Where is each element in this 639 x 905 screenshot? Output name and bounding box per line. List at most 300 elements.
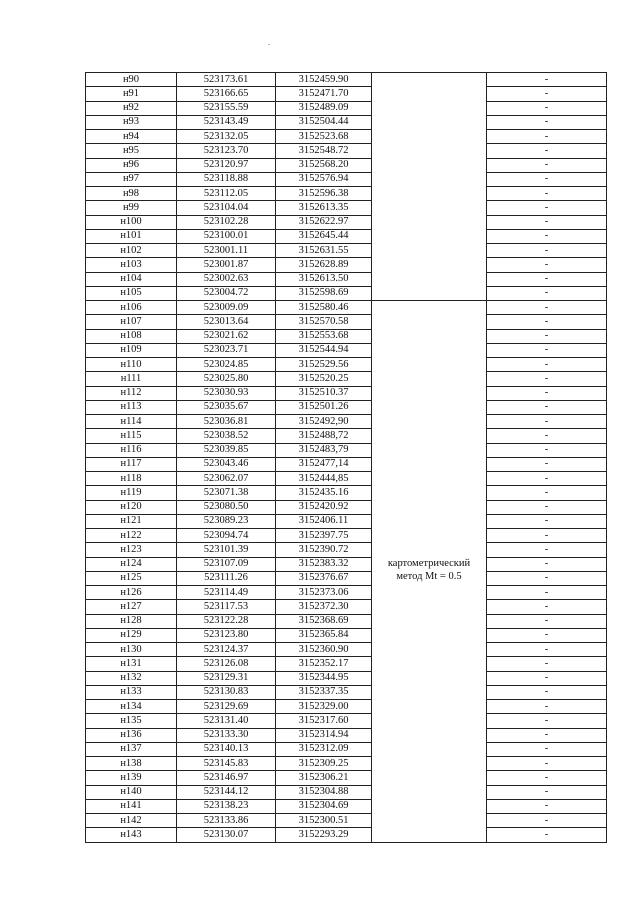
error-cell: - [487,700,607,714]
y-coordinate-cell: 3152317.60 [276,714,372,728]
error-cell: - [487,386,607,400]
x-coordinate-cell: 523062.07 [177,472,276,486]
point-number-cell: н114 [86,415,177,429]
y-coordinate-cell: 3152492,90 [276,415,372,429]
table-row [86,657,607,671]
y-coordinate-cell: 3152368.69 [276,614,372,628]
y-coordinate-cell: 3152598.69 [276,286,372,300]
y-coordinate-cell: 3152628.89 [276,258,372,272]
error-cell: - [487,529,607,543]
x-coordinate-cell: 523123.70 [177,144,276,158]
point-number-cell: н135 [86,714,177,728]
point-number-cell: н95 [86,144,177,158]
table-row [86,272,607,286]
method-cell [372,657,487,671]
y-coordinate-cell: 3152373.06 [276,586,372,600]
method-cell [372,700,487,714]
error-cell: - [487,472,607,486]
method-cell [372,614,487,628]
point-number-cell: н140 [86,785,177,799]
table-row [86,130,607,144]
point-number-cell: н109 [86,343,177,357]
error-cell: - [487,486,607,500]
point-number-cell: н96 [86,158,177,172]
error-cell: - [487,614,607,628]
y-coordinate-cell: 3152548.72 [276,144,372,158]
point-number-cell: н138 [86,757,177,771]
y-coordinate-cell: 3152435.16 [276,486,372,500]
y-coordinate-cell: 3152501.26 [276,400,372,414]
x-coordinate-cell: 523013.64 [177,315,276,329]
y-coordinate-cell: 3152309.25 [276,757,372,771]
method-cell [372,130,487,144]
y-coordinate-cell: 3152383.32 [276,557,372,571]
table-row [86,600,607,614]
method-cell [372,757,487,771]
y-coordinate-cell: 3152444,85 [276,472,372,486]
y-coordinate-cell: 3152300.51 [276,814,372,828]
x-coordinate-cell: 523035.67 [177,400,276,414]
x-coordinate-cell: 523094.74 [177,529,276,543]
x-coordinate-cell: 523114.49 [177,586,276,600]
error-cell: - [487,429,607,443]
table-row [86,358,607,372]
point-number-cell: н123 [86,543,177,557]
point-number-cell: н125 [86,571,177,585]
error-cell: - [487,600,607,614]
y-coordinate-cell: 3152523.68 [276,130,372,144]
method-cell [372,187,487,201]
x-coordinate-cell: 523009.09 [177,301,276,315]
error-cell: - [487,244,607,258]
method-cell [372,400,487,414]
point-number-cell: н115 [86,429,177,443]
error-cell: - [487,828,607,842]
y-coordinate-cell: 3152376.67 [276,571,372,585]
table-row [86,244,607,258]
y-coordinate-cell: 3152483,79 [276,443,372,457]
point-number-cell: н121 [86,514,177,528]
error-cell: - [487,272,607,286]
method-cell [372,372,487,386]
error-cell: - [487,799,607,813]
method-cell [372,457,487,471]
point-number-cell: н126 [86,586,177,600]
method-cell [372,529,487,543]
x-coordinate-cell: 523146.97 [177,771,276,785]
error-cell: - [487,443,607,457]
error-cell: - [487,586,607,600]
method-cell [372,799,487,813]
method-cell [372,286,487,300]
method-cell [372,586,487,600]
table-row [86,714,607,728]
y-coordinate-cell: 3152406.11 [276,514,372,528]
y-coordinate-cell: 3152312.09 [276,742,372,756]
x-coordinate-cell: 523089.23 [177,514,276,528]
x-coordinate-cell: 523144.12 [177,785,276,799]
x-coordinate-cell: 523133.30 [177,728,276,742]
method-cell [372,144,487,158]
error-cell: - [487,814,607,828]
point-number-cell: н137 [86,742,177,756]
table-row [86,486,607,500]
method-label [372,557,486,583]
point-number-cell: н103 [86,258,177,272]
method-cell [372,828,487,842]
table-row [86,571,607,585]
x-coordinate-cell: 523036.81 [177,415,276,429]
point-number-cell: н133 [86,685,177,699]
table-row [86,87,607,101]
method-cell [372,386,487,400]
error-cell: - [487,201,607,215]
error-cell: - [487,101,607,115]
x-coordinate-cell: 523023.71 [177,343,276,357]
x-coordinate-cell: 523130.07 [177,828,276,842]
table-row [86,229,607,243]
error-cell: - [487,771,607,785]
point-number-cell: н143 [86,828,177,842]
method-cell [372,272,487,286]
y-coordinate-cell: 3152504.44 [276,115,372,129]
coordinates-table [85,72,607,843]
y-coordinate-cell: 3152420.92 [276,500,372,514]
y-coordinate-cell: 3152553.68 [276,329,372,343]
point-number-cell: н117 [86,457,177,471]
point-number-cell: н120 [86,500,177,514]
error-cell: - [487,742,607,756]
table-row [86,429,607,443]
error-cell: - [487,415,607,429]
table-row [86,144,607,158]
x-coordinate-cell: 523143.49 [177,115,276,129]
method-cell [372,258,487,272]
point-number-cell: н116 [86,443,177,457]
table-row [86,500,607,514]
y-coordinate-cell: 3152314.94 [276,728,372,742]
y-coordinate-cell: 3152477,14 [276,457,372,471]
method-cell [372,728,487,742]
x-coordinate-cell: 523038.52 [177,429,276,443]
x-coordinate-cell: 523004.72 [177,286,276,300]
error-cell: - [487,671,607,685]
y-coordinate-cell: 3152622.97 [276,215,372,229]
table-row [86,286,607,300]
error-cell: - [487,158,607,172]
point-number-cell: н118 [86,472,177,486]
method-cell [372,244,487,258]
y-coordinate-cell: 3152631.55 [276,244,372,258]
method-cell [372,771,487,785]
table-row [86,514,607,528]
error-cell: - [487,514,607,528]
y-coordinate-cell: 3152293.29 [276,828,372,842]
method-cell [372,229,487,243]
point-number-cell: н102 [86,244,177,258]
error-cell: - [487,315,607,329]
method-cell [372,785,487,799]
table-row [86,771,607,785]
table-row [86,757,607,771]
point-number-cell: н129 [86,628,177,642]
point-number-cell: н132 [86,671,177,685]
table-row [86,400,607,414]
error-cell: - [487,500,607,514]
method-cell [372,315,487,329]
y-coordinate-cell: 3152365.84 [276,628,372,642]
y-coordinate-cell: 3152570.58 [276,315,372,329]
y-coordinate-cell: 3152372.30 [276,600,372,614]
table-row [86,258,607,272]
table-row [86,415,607,429]
y-coordinate-cell: 3152613.35 [276,201,372,215]
x-coordinate-cell: 523123.80 [177,628,276,642]
x-coordinate-cell: 523117.53 [177,600,276,614]
error-cell: - [487,785,607,799]
error-cell: - [487,571,607,585]
x-coordinate-cell: 523043.46 [177,457,276,471]
table-row [86,728,607,742]
x-coordinate-cell: 523129.69 [177,700,276,714]
method-cell [372,628,487,642]
error-cell: - [487,87,607,101]
y-coordinate-cell: 3152304.69 [276,799,372,813]
error-cell: - [487,115,607,129]
method-cell [372,714,487,728]
error-cell: - [487,301,607,315]
y-coordinate-cell: 3152459.90 [276,73,372,87]
point-number-cell: н97 [86,172,177,186]
point-number-cell: н139 [86,771,177,785]
table-row [86,472,607,486]
x-coordinate-cell: 523133.86 [177,814,276,828]
table-row [86,201,607,215]
point-number-cell: н131 [86,657,177,671]
error-cell: - [487,343,607,357]
x-coordinate-cell: 523071.38 [177,486,276,500]
error-cell: - [487,685,607,699]
x-coordinate-cell: 523131.40 [177,714,276,728]
x-coordinate-cell: 523104.04 [177,201,276,215]
x-coordinate-cell: 523080.50 [177,500,276,514]
method-cell [372,600,487,614]
method-cell [372,73,487,87]
x-coordinate-cell: 523140.13 [177,742,276,756]
x-coordinate-cell: 523107.09 [177,557,276,571]
y-coordinate-cell: 3152360.90 [276,643,372,657]
x-coordinate-cell: 523173.61 [177,73,276,87]
table-row [86,386,607,400]
point-number-cell: н92 [86,101,177,115]
point-number-cell: н99 [86,201,177,215]
method-cell [372,415,487,429]
method-cell [372,215,487,229]
method-cell [372,500,487,514]
coordinates-table-body [86,73,607,843]
x-coordinate-cell: 523001.87 [177,258,276,272]
error-cell: - [487,714,607,728]
x-coordinate-cell: 523101.39 [177,543,276,557]
x-coordinate-cell: 523102.28 [177,215,276,229]
y-coordinate-cell: 3152489.09 [276,101,372,115]
table-row [86,115,607,129]
table-row [86,301,607,315]
method-cell [372,358,487,372]
y-coordinate-cell: 3152344.95 [276,671,372,685]
point-number-cell: н104 [86,272,177,286]
y-coordinate-cell: 3152596.38 [276,187,372,201]
point-number-cell: н108 [86,329,177,343]
method-cell [372,329,487,343]
table-row [86,101,607,115]
point-number-cell: н142 [86,814,177,828]
point-number-cell: н98 [86,187,177,201]
point-number-cell: н110 [86,358,177,372]
error-cell: - [487,358,607,372]
table-row [86,315,607,329]
method-cell [372,543,487,557]
table-row [86,643,607,657]
x-coordinate-cell: 523039.85 [177,443,276,457]
x-coordinate-cell: 523001.11 [177,244,276,258]
y-coordinate-cell: 3152390.72 [276,543,372,557]
y-coordinate-cell: 3152613.50 [276,272,372,286]
y-coordinate-cell: 3152471.70 [276,87,372,101]
error-cell: - [487,643,607,657]
error-cell: - [487,372,607,386]
error-cell: - [487,258,607,272]
point-number-cell: н113 [86,400,177,414]
point-number-cell: н127 [86,600,177,614]
y-coordinate-cell: 3152580.46 [276,301,372,315]
error-cell: - [487,628,607,642]
point-number-cell: н111 [86,372,177,386]
point-number-cell: н128 [86,614,177,628]
x-coordinate-cell: 523002.63 [177,272,276,286]
table-row [86,172,607,186]
error-cell: - [487,457,607,471]
method-cell [372,101,487,115]
x-coordinate-cell: 523138.23 [177,799,276,813]
method-cell [372,814,487,828]
x-coordinate-cell: 523112.05 [177,187,276,201]
point-number-cell: н106 [86,301,177,315]
table-row [86,543,607,557]
x-coordinate-cell: 523126.08 [177,657,276,671]
x-coordinate-cell: 523120.97 [177,158,276,172]
x-coordinate-cell: 523145.83 [177,757,276,771]
point-number-cell: н93 [86,115,177,129]
y-coordinate-cell: 3152306.21 [276,771,372,785]
point-number-cell: н91 [86,87,177,101]
point-number-cell: н101 [86,229,177,243]
x-coordinate-cell: 523124.37 [177,643,276,657]
error-cell: - [487,329,607,343]
table-row [86,187,607,201]
point-number-cell: н94 [86,130,177,144]
table-row [86,799,607,813]
error-cell: - [487,229,607,243]
table-row [86,372,607,386]
y-coordinate-cell: 3152568.20 [276,158,372,172]
point-number-cell: н136 [86,728,177,742]
method-cell [372,301,487,315]
method-cell [372,557,487,582]
method-cell [372,87,487,101]
error-cell: - [487,728,607,742]
error-cell: - [487,187,607,201]
error-cell: - [487,286,607,300]
x-coordinate-cell: 523021.62 [177,329,276,343]
method-label-line2: метод Mt = 0.5 [396,571,462,582]
point-number-cell: н119 [86,486,177,500]
point-number-cell: н130 [86,643,177,657]
y-coordinate-cell: 3152304.88 [276,785,372,799]
table-row [86,628,607,642]
table-row [86,215,607,229]
error-cell: - [487,130,607,144]
y-coordinate-cell: 3152397.75 [276,529,372,543]
method-cell [372,643,487,657]
table-row [86,671,607,685]
x-coordinate-cell: 523100.01 [177,229,276,243]
y-coordinate-cell: 3152337.35 [276,685,372,699]
error-cell: - [487,657,607,671]
y-coordinate-cell: 3152510.37 [276,386,372,400]
error-cell: - [487,215,607,229]
table-row [86,785,607,799]
method-cell [372,343,487,357]
error-cell: - [487,172,607,186]
x-coordinate-cell: 523122.28 [177,614,276,628]
table-row [86,586,607,600]
point-number-cell: н105 [86,286,177,300]
method-cell [372,486,487,500]
x-coordinate-cell: 523111.26 [177,571,276,585]
y-coordinate-cell: 3152576.94 [276,172,372,186]
method-cell [372,115,487,129]
y-coordinate-cell: 3152329.00 [276,700,372,714]
y-coordinate-cell: 3152645.44 [276,229,372,243]
method-cell [372,201,487,215]
method-cell [372,172,487,186]
table-row [86,158,607,172]
table-row [86,828,607,842]
point-number-cell: н100 [86,215,177,229]
table-row [86,742,607,756]
method-cell [372,158,487,172]
x-coordinate-cell: 523024.85 [177,358,276,372]
point-number-cell: н90 [86,73,177,87]
table-row [86,529,607,543]
method-label-line1: картометрический [387,558,471,569]
table-row [86,457,607,471]
error-cell: - [487,144,607,158]
point-number-cell: н141 [86,799,177,813]
method-cell [372,685,487,699]
table-row [86,73,607,87]
method-cell [372,671,487,685]
y-coordinate-cell: 3152529.56 [276,358,372,372]
scan-speck [268,44,270,45]
point-number-cell: н112 [86,386,177,400]
error-cell: - [487,400,607,414]
point-number-cell: н124 [86,557,177,571]
method-cell [372,742,487,756]
error-cell: - [487,757,607,771]
x-coordinate-cell: 523132.05 [177,130,276,144]
